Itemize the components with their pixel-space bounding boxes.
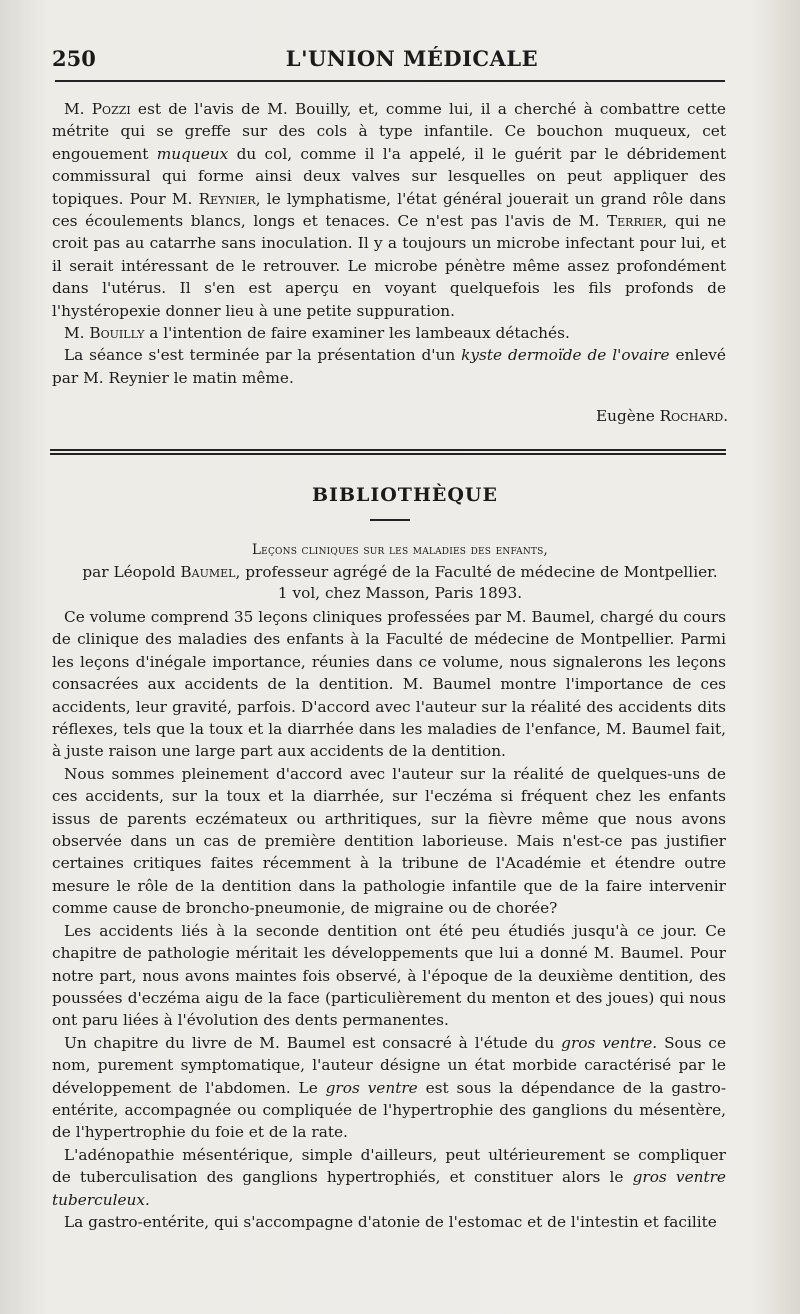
report-paragraph-1: M. Pozzi est de l'avis de M. Bouilly, et, comme lui, il a cherché à combattre cette métrite qui se greffe sur des cols à type infantile. Ce bouchon muqueux, cet engouement muqueux du col, comme il l'a appelé, il le guérit par le débridement commissural qui forme ainsi deux valves sur lesquelles on peut appliquer des topiques. Pour M. Reynier, le lymphatisme, l'état général jouerait un grand rôle dans ces écoulements blancs, longs et tenaces. Ce n'est pas l'avis de M. Terrier, qui ne croit pas au catarrhe sans inoculation. Il y a toujours un microbe infectant pour lui, et il serait intéressant de le retrouver. Le microbe pénètre même assez profondément dans l'utérus. Il s'en est aperçu en voyant quelquefois les fils profonds de l'hystéropexie donner lieu à une petite suppuration. (52, 100, 726, 320)
report-paragraph-2: M. Bouilly a l'intention de faire examiner les lambeaux détachés. (64, 324, 570, 343)
review-paragraph-1: Ce volume comprend 35 leçons cliniques professées par M. Baumel, chargé du cours de clinique des maladies des enfants à la Faculté de médecine de Montpellier. Parmi les leçons d'inégale importance, réunies dans ce volume, nous signalerons les leçons consacrées aux accidents de la dentition. M. Baumel montre l'importance de ces accidents, leur gravité, parfois. D'accord avec l'auteur sur la réalité des accidents dits réflexes, tels que la toux et la diarrhée dans les maladies de l'enfance, M. Baumel fait, à juste raison une large part aux accidents de la dentition. (52, 608, 726, 761)
review-paragraph-5: L'adénopathie mésentérique, simple d'ailleurs, peut ultérieurement se compliquer de tuberculisation des ganglions hypertrophiés, et constituer alors le gros ventre tuberculeux. (52, 1145, 726, 1209)
name-bouilly: Bouilly (89, 324, 145, 343)
header-rule (55, 80, 725, 82)
name-terrier: Terrier (606, 212, 663, 231)
running-title: L'UNION MÉDICALE (285, 46, 539, 71)
name-reynier: Reynier (198, 189, 256, 208)
name-pozzi: M. Pozzi (64, 100, 131, 118)
book-title: Leçons cliniques sur les maladies des enfants, (252, 542, 548, 558)
review-paragraph-6: La gastro-entérite, qui s'accompagne d'atonie de l'estomac et de l'intestin et facilite (64, 1212, 717, 1231)
book-author: par Léopold Baumel, professeur agrégé de la Faculté de médecine de Montpellier. (82, 563, 718, 581)
review-paragraph-3: Les accidents liés à la seconde dentition ont été peu étudiés jusqu'à ce jour. Ce chapitre de pathologie méritait les développements que lui a donné M. Baumel. Pour notre part, nous avons maintes fois observé, à l'époque de la deuxième dentition, des poussées d'eczéma aigu de la face (particulièrement du menton et des joues) qui nous ont paru liées à l'évolution des dents permanentes. (52, 921, 726, 1030)
report-paragraph-3: La séance s'est terminée par la présentation d'un kyste dermoïde de l'ovaire enlevé par M. Reynier le matin même. (52, 346, 726, 387)
title-underline (370, 519, 410, 521)
review-paragraph-2: Nous sommes pleinement d'accord avec l'auteur sur la réalité de quelques-uns de ces accidents, sur la toux et la diarrhée, sur l'eczéma si fréquent chez les enfants issus de parents eczémateux ou arthritiques, sur la fièvre même que nous avons observée dans un cas de première dentition laborieuse. Mais n'est-ce pas justifier certaines critiques faites récemment à la tribune de l'Académie et étendre outre mesure le rôle de la dentition dans la pathologie infantile que de la faire intervenir comme cause de broncho-pneumonie, de migraine ou de chorée? (52, 764, 726, 918)
page-number: 250 (52, 46, 96, 71)
page-header (52, 46, 732, 76)
section-title: BIBLIOTHÈQUE (312, 484, 498, 506)
society-report (52, 98, 726, 389)
section-divider-top (50, 449, 726, 451)
section-divider-bottom (50, 453, 726, 455)
book-publication: 1 vol, chez Masson, Paris 1893. (277, 584, 523, 602)
book-review (52, 606, 726, 1233)
review-paragraph-4: Un chapitre du livre de M. Baumel est consacré à l'étude du gros ventre. Sous ce nom, purement symptomatique, l'auteur désigne un état morbide caractérisé par le développement de l'abdomen. Le gros ventre est sous la dépendance de la gastro-entérite, accompagnée ou compliquée de l'hypertrophie des ganglions du mésentère, de l'hypertrophie du foie et de la rate. (52, 1033, 726, 1142)
author-signature: Eugène Rochard. (596, 407, 729, 425)
